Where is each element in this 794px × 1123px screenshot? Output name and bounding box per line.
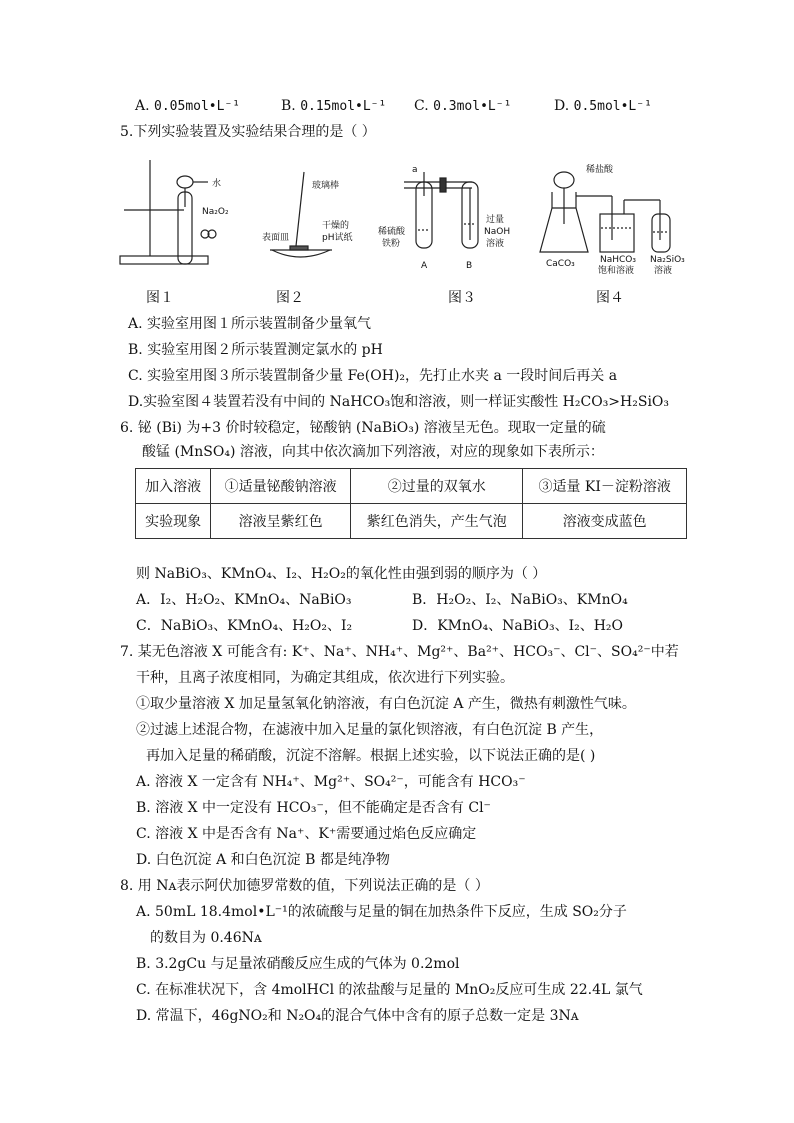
q7-option-b: B. 溶液 X 中一定没有 HCO₃⁻，但不能确定是否含有 Cl⁻ [136, 800, 491, 816]
fig1-water-label: 水 [212, 179, 222, 189]
fig4-sio3-label1: Na₂SiO₃ [650, 255, 685, 265]
fig4-caco3-label: CaCO₃ [546, 259, 575, 269]
table-cell: 加入溶液 [136, 469, 211, 504]
q5-apparatus-figures [0, 152, 794, 292]
fig2-paper-label2: pH试纸 [322, 233, 353, 243]
fig3-naoh-label2: NaOH [484, 227, 511, 237]
fig3-acid-label2: 铁粉 [382, 239, 401, 249]
q4-option-d: D. 0.5mol•L⁻¹ [554, 98, 652, 114]
q6-option-d: D．KMnO₄、NaBiO₃、I₂、H₂O [412, 618, 624, 634]
fig1-caption: 图１ [146, 290, 174, 306]
fig2-caption: 图２ [276, 290, 304, 306]
q4-option-c: C. 0.3mol•L⁻¹ [414, 98, 512, 114]
q8-option-a: A. 50mL 18.4mol•L⁻¹的浓硫酸与足量的铜在加热条件下反应，生成 SO₂分子 [136, 904, 627, 920]
q7-line1: 7. 某无色溶液 X 可能含有: K⁺、Na⁺、NH₄⁺、Mg²⁺、Ba²⁺、HCO₃⁻、Cl⁻、SO₄²⁻中若 [120, 644, 679, 660]
fig3-A-label: A [421, 261, 428, 271]
q7-line4: ②过滤上述混合物，在滤液中加入足量的氯化钡溶液，有白色沉淀 B 产生， [136, 722, 604, 738]
q5-option-a: A. 实验室用图１所示装置制备少量氧气 [128, 316, 372, 332]
q6-question: 则 NaBiO₃、KMnO₄、I₂、H₂O₂的氧化性由强到弱的顺序为（ ） [136, 566, 547, 582]
q8-option-b: B. 3.2gCu 与足量浓硝酸反应生成的气体为 0.2mol [136, 956, 460, 972]
q6-table [135, 468, 687, 539]
table-row [136, 504, 687, 539]
q7-line3: ①取少量溶液 X 加足量氢氧化钠溶液，有白色沉淀 A 产生，微热有刺激性气味。 [136, 696, 636, 712]
q5-option-d: D.实验室图４装置若没有中间的 NaHCO₃饱和溶液，则一样证实酸性 H₂CO₃>H₂SiO₃ [128, 394, 670, 410]
fig3-naoh-label1: 过量 [486, 215, 505, 225]
fig3-caption: 图３ [448, 290, 476, 306]
q6-stem-line1: 6. 铋 (Bi) 为+3 价时较稳定，铋酸钠 (NaBiO₃) 溶液呈无色。现取一定量的硫 [120, 420, 606, 436]
table-cell: 溶液呈紫红色 [211, 504, 351, 539]
table-cell: 实验现象 [136, 504, 211, 539]
q7-option-c: C. 溶液 X 中是否含有 Na⁺、K⁺需要通过焰色反应确定 [136, 826, 477, 842]
table-cell: ②过量的双氧水 [351, 469, 523, 504]
fig3-acid-label1: 稀硫酸 [378, 227, 406, 237]
q5-option-b: B. 实验室用图２所示装置测定氯水的 pH [128, 342, 383, 358]
q7-option-a: A. 溶液 X 一定含有 NH₄⁺、Mg²⁺、SO₄²⁻，可能含有 HCO₃⁻ [136, 774, 526, 790]
table-cell: 溶液变成蓝色 [523, 504, 687, 539]
q6-option-b: B．H₂O₂、I₂、NaBiO₃、KMnO₄ [412, 592, 628, 608]
fig4-sio3-label2: 溶液 [654, 266, 673, 276]
fig3-B-label: B [466, 261, 473, 271]
table-cell: ③适量 KI－淀粉溶液 [523, 469, 687, 504]
fig4-caption: 图４ [596, 290, 624, 306]
q6-option-c: C．NaBiO₃、KMnO₄、H₂O₂、I₂ [136, 618, 353, 634]
q6-stem-line2: 酸锰 (MnSO₄) 溶液，向其中依次滴加下列溶液，对应的现象如下表所示： [142, 444, 604, 460]
q8-stem: 8. 用 Nᴀ表示阿伏加德罗常数的值，下列说法正确的是（ ） [120, 878, 489, 894]
fig4-nahco3-label2: 饱和溶液 [598, 266, 635, 276]
table-cell: 紫红色消失，产生气泡 [351, 504, 523, 539]
table-cell: ①适量铋酸钠溶液 [211, 469, 351, 504]
q5-stem: 5.下列实验装置及实验结果合理的是（ ） [120, 124, 376, 140]
q7-line5: 再加入足量的稀硝酸，沉淀不溶解。根据上述实验，以下说法正确的是( ) [146, 748, 596, 764]
q4-option-a: A. 0.05mol•L⁻¹ [135, 98, 241, 114]
fig4-hcl-label: 稀盐酸 [586, 165, 614, 175]
q8-option-a-cont: 的数目为 0.46Nᴀ [150, 930, 262, 946]
q8-option-c: C. 在标准状况下，含 4molHCl 的浓盐酸与足量的 MnO₂反应可生成 22.4L 氯气 [136, 982, 643, 998]
fig4-nahco3-label1: NaHCO₃ [600, 255, 636, 265]
fig3-a-label: a [412, 165, 418, 175]
q7-line2: 干种，且离子浓度相同，为确定其组成，依次进行下列实验。 [136, 670, 514, 686]
q6-option-a: A．I₂、H₂O₂、KMnO₄、NaBiO₃ [136, 592, 352, 608]
q5-option-c: C. 实验室用图３所示装置制备少量 Fe(OH)₂，先打止水夹 a 一段时间后再关 a [128, 368, 618, 384]
q7-option-d: D. 白色沉淀 A 和白色沉淀 B 都是纯净物 [136, 852, 390, 868]
fig3-naoh-label3: 溶液 [486, 239, 505, 249]
table-row [136, 469, 687, 504]
fig2-paper-label1: 干燥的 [322, 221, 350, 231]
fig2-dish-label: 表面皿 [262, 233, 290, 243]
q4-option-b: B. 0.15mol•L⁻¹ [281, 98, 387, 114]
fig2-rod-label: 玻璃棒 [312, 181, 340, 191]
q8-option-d: D. 常温下，46gNO₂和 N₂O₄的混合气体中含有的原子总数一定是 3Nᴀ [136, 1008, 579, 1024]
fig1-na2o2-label: Na₂O₂ [202, 207, 229, 217]
